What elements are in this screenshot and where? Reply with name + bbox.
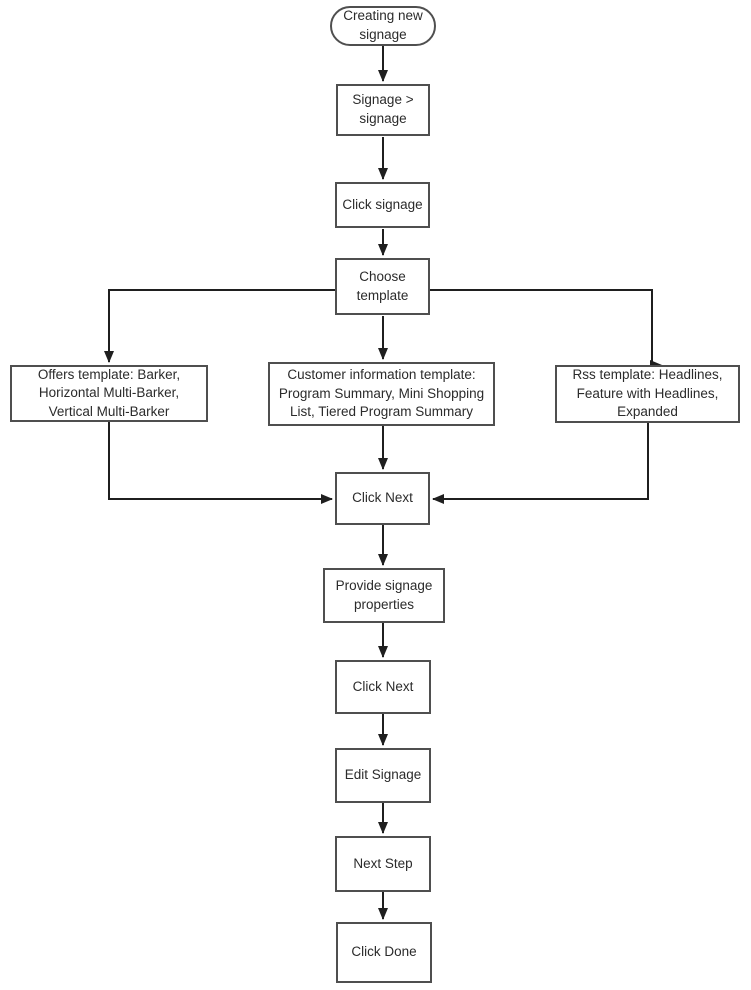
node-click-next-2 [335, 660, 431, 714]
node-edit-signage [335, 748, 431, 803]
node-start-terminator [330, 6, 436, 46]
node-start-label: Creating new signage [343, 8, 423, 42]
node-rss-template [555, 365, 740, 423]
node-signage-menu [336, 84, 430, 136]
node-next-step-label: Next Step [353, 855, 413, 871]
node-click-next-1 [335, 472, 430, 525]
node-click-signage-label: Click signage [342, 196, 423, 212]
node-next-step [335, 836, 431, 892]
node-click-next-1-label: Click Next [352, 490, 413, 506]
node-provide-properties-label: Provide signage properties [335, 577, 433, 612]
node-provide-properties [323, 568, 445, 623]
node-click-done [336, 922, 432, 983]
node-click-next-2-label: Click Next [352, 678, 414, 694]
node-rss-template-label: Rss template: Headlines, Feature with Headlines, Expanded [572, 367, 723, 420]
edge-choose-template-to-rss-template [430, 290, 652, 364]
edge-rss-template-to-click-next-1 [433, 423, 648, 499]
node-click-signage [335, 182, 430, 228]
node-customer-info-template-label: Customer information template: Program Summary, Mini Shopping List, Tiered Program Summary [278, 367, 485, 420]
edge-offers-template-to-click-next-1 [109, 422, 332, 499]
node-offers-template [10, 365, 208, 422]
edge-choose-template-to-offers-template [109, 290, 335, 362]
node-signage-menu-label: Signage > signage [352, 92, 414, 126]
node-offers-template-label: Offers template: Barker, Horizontal Multi-Barker, Vertical Multi-Barker [37, 366, 181, 419]
node-click-done-label: Click Done [351, 944, 417, 960]
node-customer-info-template [268, 362, 495, 426]
node-choose-template-label: Choose template [356, 268, 409, 303]
node-edit-signage-label: Edit Signage [344, 767, 422, 783]
node-choose-template [335, 258, 430, 315]
